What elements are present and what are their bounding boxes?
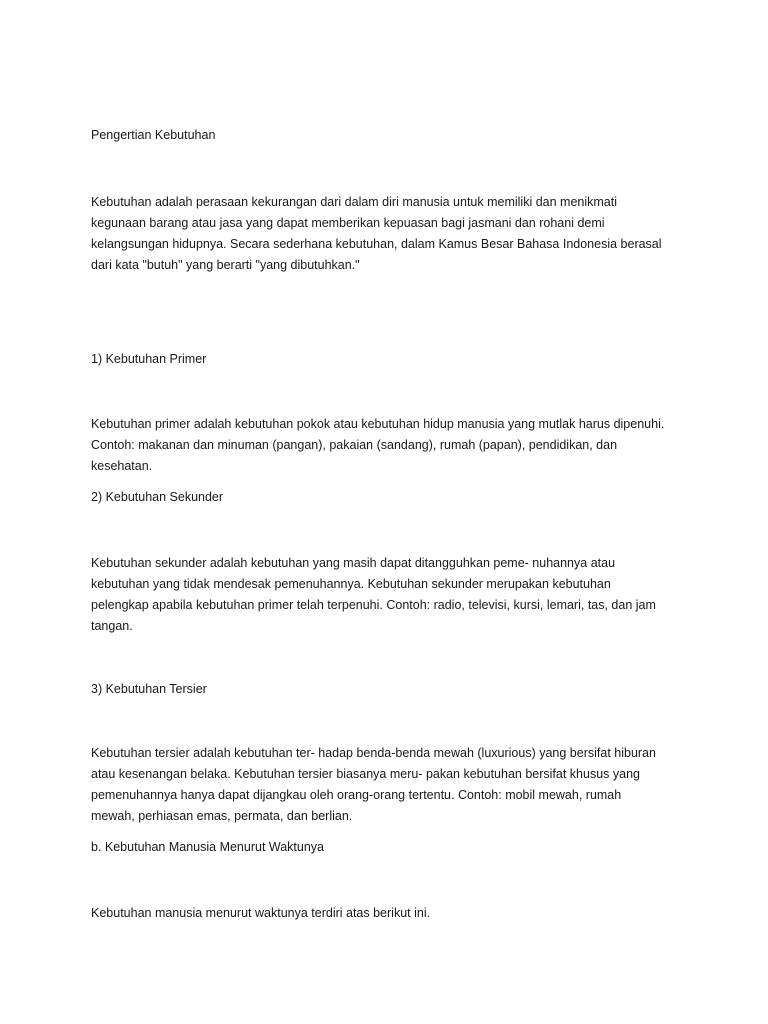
tersier-line: pemenuhannya hanya dapat dijangkau oleh orang-orang tertentu. Contoh: mobil mewah, rumah [91, 788, 622, 802]
heading-primer: 1) Kebutuhan Primer [91, 352, 207, 366]
intro-line: dari kata "butuh" yang berarti "yang dibutuhkan." [91, 258, 360, 272]
heading-waktu: b. Kebutuhan Manusia Menurut Waktunya [91, 840, 325, 854]
intro-line: Kebutuhan adalah perasaan kekurangan dari dalam diri manusia untuk memiliki dan menikmati [91, 195, 617, 209]
intro-line: kelangsungan hidupnya. Secara sederhana kebutuhan, dalam Kamus Besar Bahasa Indonesia berasal [91, 237, 662, 251]
document-title: Pengertian Kebutuhan [91, 128, 216, 142]
tersier-line: Kebutuhan tersier adalah kebutuhan ter- hadap benda-benda mewah (luxurious) yang bersifat hiburan [91, 746, 656, 760]
heading-tersier: 3) Kebutuhan Tersier [91, 682, 207, 696]
primer-line: Kebutuhan primer adalah kebutuhan pokok atau kebutuhan hidup manusia yang mutlak harus dipenuhi. [91, 417, 665, 431]
waktu-paragraph: Kebutuhan manusia menurut waktunya terdiri atas berikut ini. [91, 906, 431, 920]
primer-line: kesehatan. [91, 459, 153, 473]
sekunder-line: tangan. [91, 619, 133, 633]
tersier-line: atau kesenangan belaka. Kebutuhan tersier biasanya meru- pakan kebutuhan bersifat khusus yang [91, 767, 640, 781]
sekunder-line: pelengkap apabila kebutuhan primer telah terpenuhi. Contoh: radio, televisi, kursi, lemari, tas, dan jam [91, 598, 656, 612]
intro-line: kegunaan barang atau jasa yang dapat memberikan kepuasan bagi jasmani dan rohani demi [91, 216, 605, 230]
sekunder-paragraph [91, 553, 691, 637]
tersier-line: mewah, perhiasan emas, permata, dan berlian. [91, 809, 353, 823]
tersier-paragraph [91, 743, 691, 827]
heading-sekunder: 2) Kebutuhan Sekunder [91, 490, 224, 504]
primer-line: Contoh: makanan dan minuman (pangan), pakaian (sandang), rumah (papan), pendidikan, dan [91, 438, 618, 452]
sekunder-line: Kebutuhan sekunder adalah kebutuhan yang masih dapat ditangguhkan peme- nuhannya atau [91, 556, 616, 570]
primer-paragraph [91, 414, 691, 477]
intro-paragraph [91, 192, 691, 276]
sekunder-line: kebutuhan yang tidak mendesak pemenuhannya. Kebutuhan sekunder merupakan kebutuhan [91, 577, 611, 591]
